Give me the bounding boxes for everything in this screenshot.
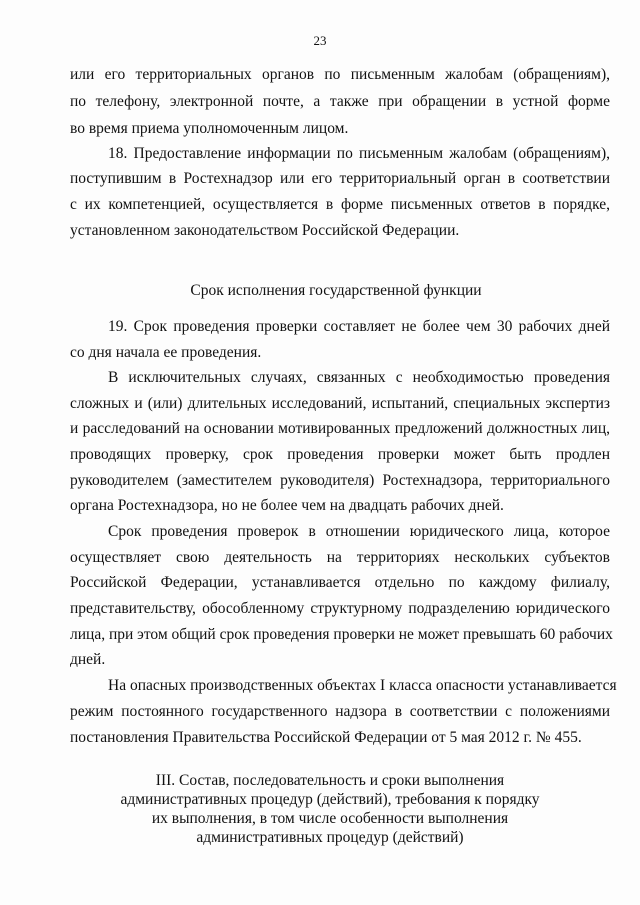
text-line: 19. Срок проведения проверки составляет не более чем 30 рабочих дней (108, 318, 610, 335)
text-line: постановления Правительства Российской Федерации от 5 мая 2012 г. № 455. (70, 729, 582, 746)
text-line: представительству, обособленному структурному подразделению юридического (70, 600, 610, 617)
subheading: Срок исполнения государственной функции (190, 282, 482, 299)
text-line: поступившим в Ростехнадзор или его территориальный орган в соответствии (70, 170, 610, 187)
text-line: Российской Федерации, устанавливается отдельно по каждому филиалу, (70, 574, 610, 591)
text-line: со дня начала ее проведения. (70, 344, 262, 361)
text-line: 18. Предоставление информации по письменным жалобам (обращениям), (108, 145, 610, 162)
text-line: В исключительных случаях, связанных с необходимостью проведения (108, 369, 610, 386)
text-line: с их компетенцией, осуществляется в форме письменных ответов в порядке, (70, 196, 610, 213)
text-line: органа Ростехнадзора, но не более чем на двадцать рабочих дней. (70, 497, 504, 514)
section-heading-line: III. Состав, последовательность и сроки выполнения (155, 772, 505, 789)
section-heading-line: административных процедур (действий) (196, 829, 464, 846)
text-line: установленном законодательством Российской Федерации. (70, 222, 460, 239)
page-number: 23 (313, 33, 327, 48)
section-heading (90, 771, 570, 847)
text-line: руководителем (заместителем руководителя) Ростехнадзора, территориального (70, 472, 610, 489)
text-line: дней. (70, 651, 106, 668)
section-heading-line: их выполнения, в том числе особенности выполнения (151, 810, 509, 827)
text-line: режим постоянного государственного надзора в соответствии с положениями (70, 703, 610, 720)
text-line: осуществляет свою деятельность на территориях нескольких субъектов (70, 549, 610, 566)
text-line: по телефону, электронной почте, а также при обращении в устной форме (70, 93, 610, 110)
text-line: Срок проведения проверок в отношении юридического лица, которое (108, 523, 610, 540)
section-heading-line: административных процедур (действий), требования к порядку (120, 791, 540, 808)
text-line: сложных и (или) длительных исследований, испытаний, специальных экспертиз (70, 395, 610, 412)
text-line: проводящих проверку, срок проведения проверки может быть продлен (70, 446, 610, 463)
text-line: и расследований на основании мотивированных предложений должностных лиц, (70, 420, 610, 437)
text-line: или его территориальных органов по письменным жалобам (обращениям), (70, 66, 610, 83)
text-line: лица, при этом общий срок проведения проверки не может превышать 60 рабочих (70, 626, 613, 643)
text-line: во время приема уполномоченным лицом. (70, 120, 349, 137)
text-line: На опасных производственных объектах I класса опасности устанавливается (108, 677, 617, 694)
